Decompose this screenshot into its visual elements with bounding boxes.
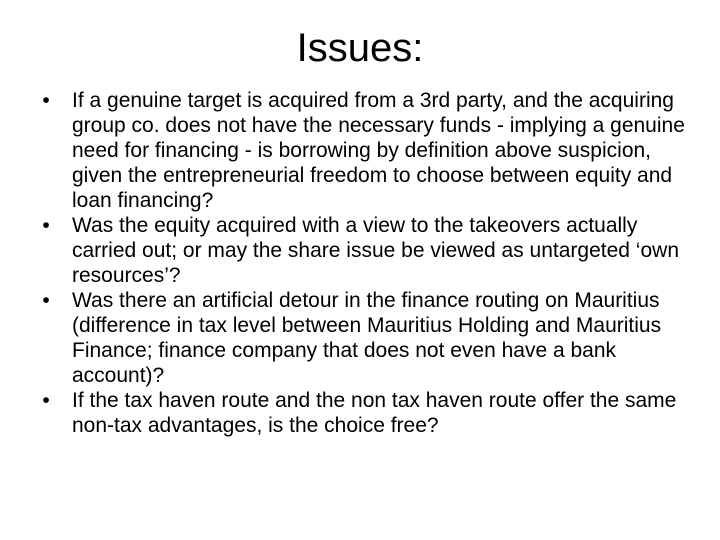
bullet-icon: • <box>42 289 50 312</box>
bullet-icon: • <box>42 89 50 112</box>
bullet-item-1 <box>36 88 686 213</box>
bullet-list <box>36 88 686 438</box>
bullet-icon: • <box>42 214 50 237</box>
bullet-text: If the tax haven route and the non tax haven route offer the same non-tax advantages, is the choice free? <box>72 389 677 437</box>
bullet-item-3 <box>36 288 686 388</box>
bullet-text: If a genuine target is acquired from a 3rd party, and the acquiring group co. does not have the necessary funds - implying a genuine need for financing - is borrowing by definition above suspicion, given the entrepreneurial freedom to choose between equity and loan financing? <box>72 89 685 212</box>
bullet-text: Was the equity acquired with a view to the takeovers actually carried out; or may the share issue be viewed as untargeted ‘own resources’? <box>72 214 680 287</box>
bullet-text: Was there an artificial detour in the finance routing on Mauritius (difference in tax level between Mauritius Holding and Mauritius Finance; finance company that does not even have a bank account)? <box>72 289 662 387</box>
bullet-item-2 <box>36 213 686 288</box>
slide-title: Issues: <box>296 26 424 70</box>
bullet-icon: • <box>42 389 50 412</box>
bullet-item-4 <box>36 388 686 438</box>
